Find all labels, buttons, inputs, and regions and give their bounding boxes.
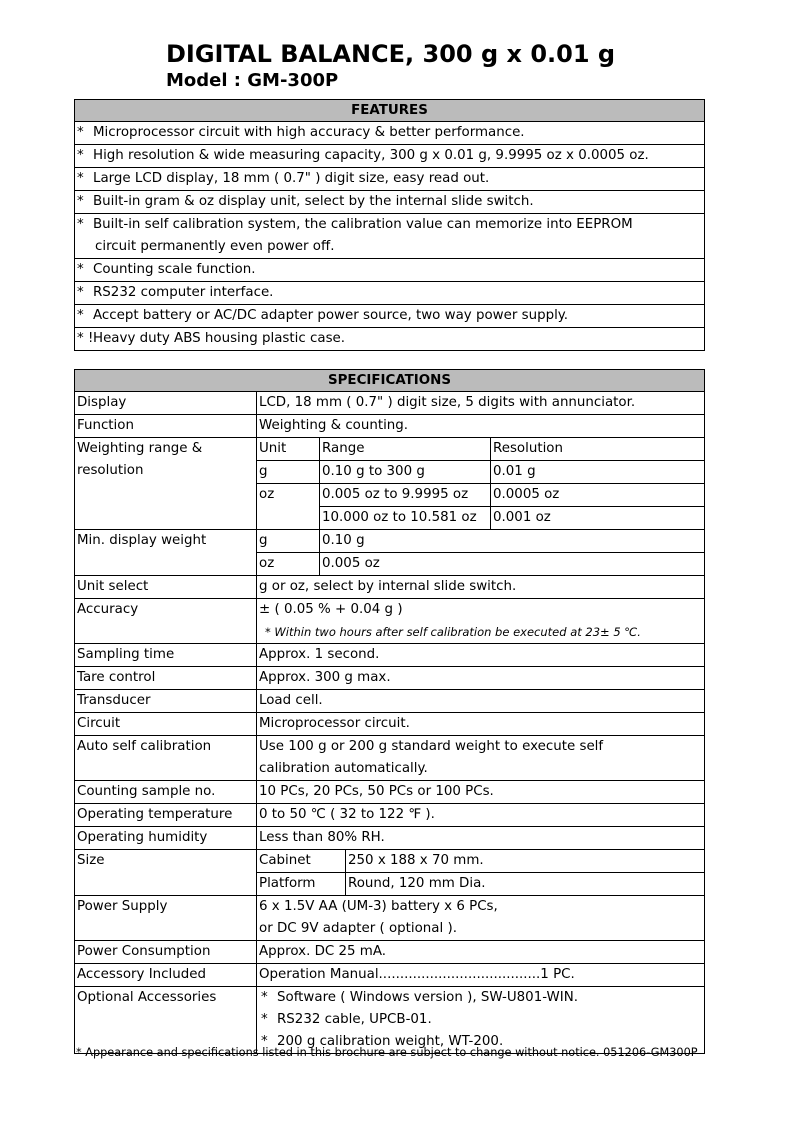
spec-label: Accessory Included <box>75 964 257 987</box>
page-title: DIGITAL BALANCE, 300 g x 0.01 g <box>166 40 616 68</box>
features-header: FEATURES <box>75 100 705 122</box>
feature-item: * High resolution & wide measuring capacity, 300 g x 0.01 g, 9.9995 oz x 0.0005 oz. <box>75 145 705 168</box>
size-value: 250 x 188 x 70 mm. <box>346 850 705 873</box>
bullet-icon: * <box>261 1034 268 1049</box>
specifications-header: SPECIFICATIONS <box>75 370 705 392</box>
bullet-icon: * <box>77 171 84 186</box>
spec-label: Transducer <box>75 690 257 713</box>
min-display-unit: oz <box>257 553 320 576</box>
spec-value: Approx. 300 g max. <box>257 667 705 690</box>
spec-label: Min. display weight <box>75 530 257 576</box>
range-subtable <box>257 438 704 529</box>
spec-value: Approx. 1 second. <box>257 644 705 667</box>
min-display-subtable <box>257 530 704 575</box>
spec-value <box>257 987 705 1054</box>
spec-label: Operating humidity <box>75 827 257 850</box>
spec-value: 0 to 50 ℃ ( 32 to 122 ℉ ). <box>257 804 705 827</box>
accuracy-note: * Within two hours after self calibration be executed at 23± 5 ℃. <box>265 625 641 639</box>
range-value: 0.005 oz to 9.9995 oz <box>320 484 491 507</box>
bullet-icon: * <box>77 262 84 277</box>
spec-value: 6 x 1.5V AA (UM-3) battery x 6 PCs, or DC 9V adapter ( optional ). <box>257 896 705 941</box>
spec-label: Weighting range & resolution <box>75 438 257 530</box>
specifications-table <box>74 369 705 1054</box>
bullet-icon: * ! <box>77 331 94 346</box>
spec-value: g or oz, select by internal slide switch. <box>257 576 705 599</box>
range-resolution: 0.0005 oz <box>491 484 705 507</box>
min-display-subtable-cell <box>257 530 705 576</box>
spec-value: Less than 80% RH. <box>257 827 705 850</box>
spec-value: 10 PCs, 20 PCs, 50 PCs or 100 PCs. <box>257 781 705 804</box>
range-subtable-cell <box>257 438 705 530</box>
feature-item: * Counting scale function. <box>75 259 705 282</box>
range-unit <box>257 507 320 530</box>
size-name: Cabinet <box>257 850 346 873</box>
spec-label: Display <box>75 392 257 415</box>
col-header-unit: Unit <box>257 438 320 461</box>
spec-label: Power Supply <box>75 896 257 941</box>
model-subtitle: Model : GM-300P <box>166 70 339 91</box>
optional-item: * 200 g calibration weight, WT-200. <box>259 1031 702 1053</box>
spec-value: ± ( 0.05 % + 0.04 g ) * Within two hours after self calibration be executed at 23± 5 ℃. <box>257 599 705 644</box>
spec-label: Circuit <box>75 713 257 736</box>
spec-label: Power Consumption <box>75 941 257 964</box>
spec-label: Sampling time <box>75 644 257 667</box>
feature-item: * Built-in gram & oz display unit, select by the internal slide switch. <box>75 191 705 214</box>
feature-item: * Built-in self calibration system, the calibration value can memorize into EEPROM circuit permanently even power off. <box>75 214 705 259</box>
spec-label: Optional Accessories <box>75 987 257 1054</box>
features-table <box>74 99 705 351</box>
col-header-resolution: Resolution <box>491 438 705 461</box>
spec-label: Accuracy <box>75 599 257 644</box>
min-display-unit: g <box>257 530 320 553</box>
bullet-icon: * <box>77 308 84 323</box>
spec-label: Function <box>75 415 257 438</box>
spec-label: Operating temperature <box>75 804 257 827</box>
feature-item: * Large LCD display, 18 mm ( 0.7" ) digit size, easy read out. <box>75 168 705 191</box>
spec-label: Tare control <box>75 667 257 690</box>
size-subtable-cell <box>257 850 705 896</box>
bullet-icon: * <box>261 990 268 1005</box>
bullet-icon: * <box>77 285 84 300</box>
range-resolution: 0.01 g <box>491 461 705 484</box>
feature-item: * !Heavy duty ABS housing plastic case. <box>75 328 705 351</box>
range-value: 10.000 oz to 10.581 oz <box>320 507 491 530</box>
range-unit: oz <box>257 484 320 507</box>
spec-value: LCD, 18 mm ( 0.7" ) digit size, 5 digits with annunciator. <box>257 392 705 415</box>
bullet-icon: * <box>77 194 84 209</box>
range-unit: g <box>257 461 320 484</box>
size-name: Platform <box>257 873 346 896</box>
spec-label: Unit select <box>75 576 257 599</box>
size-value: Round, 120 mm Dia. <box>348 876 486 891</box>
spec-value: Approx. DC 25 mA. <box>257 941 705 964</box>
col-header-range: Range <box>320 438 491 461</box>
spec-value: Load cell. <box>257 690 705 713</box>
spec-label: Counting sample no. <box>75 781 257 804</box>
feature-item: * Accept battery or AC/DC adapter power source, two way power supply. <box>75 305 705 328</box>
bullet-icon: * <box>77 148 84 163</box>
spec-value: Operation Manual......................................1 PC. <box>257 964 705 987</box>
range-resolution: 0.001 oz <box>493 510 551 525</box>
spec-label: Auto self calibration <box>75 736 257 781</box>
footer-note: * Appearance and specifications listed in this brochure are subject to change without notice. 051206-GM300P <box>76 1046 698 1059</box>
spec-value: Weighting & counting. <box>257 415 705 438</box>
spec-value: Microprocessor circuit. <box>257 713 705 736</box>
feature-item: * Microprocessor circuit with high accuracy & better performance. <box>75 122 705 145</box>
optional-item: * Software ( Windows version ), SW-U801-WIN. <box>259 987 702 1009</box>
optional-item: * RS232 cable, UPCB-01. <box>259 1009 702 1031</box>
bullet-icon: * <box>77 217 84 232</box>
range-value: 0.10 g to 300 g <box>320 461 491 484</box>
bullet-icon: * <box>261 1012 268 1027</box>
size-subtable <box>257 850 704 895</box>
min-display-value: 0.005 oz <box>322 556 380 571</box>
spec-value: Use 100 g or 200 g standard weight to execute self calibration automatically. <box>257 736 705 781</box>
spec-label: Size <box>75 850 257 896</box>
feature-item: * RS232 computer interface. <box>75 282 705 305</box>
min-display-value: 0.10 g <box>320 530 705 553</box>
bullet-icon: * <box>77 125 84 140</box>
